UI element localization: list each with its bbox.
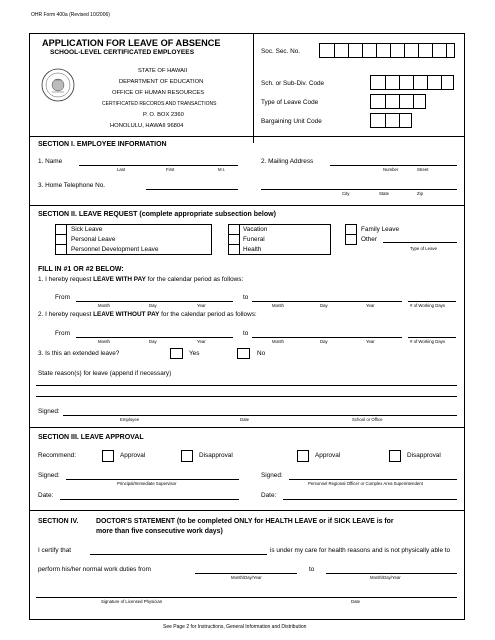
family-leave-label: Family Leave xyxy=(361,226,400,233)
section1-heading: SECTION I. EMPLOYEE INFORMATION xyxy=(38,141,167,148)
name-label: 1. Name xyxy=(38,158,63,165)
yes-label: Yes xyxy=(189,350,200,357)
approval-label: Approval xyxy=(315,452,341,459)
caption: City xyxy=(342,191,350,196)
approval-label: Approval xyxy=(120,452,146,459)
disapproval-label: Disapproval xyxy=(407,452,441,459)
certify-text: is under my care for health reasons and is not physically able to xyxy=(270,547,451,554)
supervisor-signature-line[interactable] xyxy=(66,479,239,480)
funeral-label: Funeral xyxy=(243,236,265,243)
disapproval-checkbox[interactable] xyxy=(389,450,401,462)
address-line: STATE OF HAWAII xyxy=(138,68,188,74)
form-title: APPLICATION FOR LEAVE OF ABSENCE xyxy=(42,38,221,48)
caption: Month xyxy=(272,303,284,308)
bargaining-code-field[interactable] xyxy=(370,113,412,128)
to-date-line[interactable] xyxy=(252,301,402,302)
divider xyxy=(29,427,465,428)
bargaining-code-label: Bargaining Unit Code xyxy=(261,118,322,125)
caption: School or Office xyxy=(352,417,383,422)
address-line: P. O. BOX 2360 xyxy=(143,112,184,118)
caption: M.I. xyxy=(218,167,226,172)
header-divider xyxy=(253,33,254,143)
caption: Number xyxy=(383,167,399,172)
physician-signature-line[interactable] xyxy=(36,597,457,598)
vacation-label: Vacation xyxy=(243,226,268,233)
working-days-line[interactable] xyxy=(408,337,456,338)
school-code-label: Sch. or Sub-Div. Code xyxy=(261,80,325,87)
ssn-field[interactable] xyxy=(319,43,455,58)
caption: Year xyxy=(366,339,375,344)
caption: Month/Day/Year xyxy=(370,575,401,580)
caption: First xyxy=(166,167,175,172)
caption: Personnel Regional Officer or Complex Area Superintendent xyxy=(308,481,423,486)
caption: Year xyxy=(197,303,206,308)
certify-label: I certify that xyxy=(38,547,72,554)
reason-line[interactable] xyxy=(36,396,457,397)
caption: Date xyxy=(240,417,250,422)
section3-heading: SECTION III. LEAVE APPROVAL xyxy=(38,434,144,441)
from-label: From xyxy=(55,294,70,301)
caption: Principal/Immediate Supervisor xyxy=(117,481,177,486)
fill-heading: FILL IN #1 OR #2 BELOW: xyxy=(38,266,124,273)
approval-checkbox[interactable] xyxy=(102,450,114,462)
personal-leave-label: Personal Leave xyxy=(71,236,116,243)
to-date-line[interactable] xyxy=(326,573,457,574)
to-label: to xyxy=(243,330,249,337)
reason-line[interactable] xyxy=(36,385,457,386)
caption: Month xyxy=(98,303,110,308)
date-line[interactable] xyxy=(60,499,239,500)
section2-heading: SECTION II. LEAVE REQUEST (complete appropriate subsection below) xyxy=(38,211,276,218)
from-label: From xyxy=(55,330,70,337)
disapproval-label: Disapproval xyxy=(199,452,233,459)
caption: Day xyxy=(320,303,328,308)
signed-label: Signed: xyxy=(261,472,283,479)
caption: Month xyxy=(272,339,284,344)
disapproval-checkbox[interactable] xyxy=(181,450,193,462)
ssn-label: Soc. Sec. No. xyxy=(261,48,301,55)
state-seal xyxy=(41,68,75,102)
health-label: Health xyxy=(243,246,262,253)
other-checkbox[interactable] xyxy=(345,234,357,245)
personnel-dev-label: Personnel Development Leave xyxy=(71,246,159,253)
from-date-line[interactable] xyxy=(76,301,233,302)
reasons-label: State reason(s) for leave (append if necessary) xyxy=(38,370,172,377)
other-line[interactable] xyxy=(383,242,457,243)
section4-heading: DOCTOR'S STATEMENT (to be completed ONLY for HEALTH LEAVE or if SICK LEAVE is for xyxy=(96,518,394,525)
phone-label: 3. Home Telephone No. xyxy=(38,182,106,189)
caption: Zip xyxy=(417,191,423,196)
caption: Signature of Licensed Physician xyxy=(101,599,163,604)
caption: Day xyxy=(149,303,157,308)
form-id: OHR Form 400a (Revised 10/2006) xyxy=(31,12,110,18)
caption: Street xyxy=(417,167,429,172)
signed-label: Signed: xyxy=(38,472,60,479)
date-label: Date: xyxy=(261,492,277,499)
caption: State xyxy=(379,191,390,196)
caption: Year xyxy=(366,303,375,308)
school-code-field[interactable] xyxy=(370,75,454,90)
divider xyxy=(29,510,465,511)
city-line[interactable] xyxy=(261,189,457,190)
to-label: to xyxy=(243,294,249,301)
phone-line[interactable] xyxy=(146,189,238,190)
caption: Employee xyxy=(120,417,140,422)
perform-label: perform his/her normal work duties from xyxy=(38,566,151,573)
date-label: Date: xyxy=(38,492,54,499)
sick-leave-label: Sick Leave xyxy=(71,226,103,233)
address-line: CERTIFICATED RECORDS AND TRANSACTIONS xyxy=(102,101,217,107)
from-date-line[interactable] xyxy=(195,573,297,574)
caption: Month/Day/Year xyxy=(231,575,262,580)
section4-heading-cont: more than five consecutive work days) xyxy=(96,528,223,535)
patient-name-line[interactable] xyxy=(90,554,267,555)
divider xyxy=(29,136,465,137)
mailing-label: 2. Mailing Address xyxy=(261,158,314,165)
item3-label: 3. Is this an extended leave? xyxy=(38,350,120,357)
address-line: OFFICE OF HUMAN RESOURCES xyxy=(112,90,205,96)
divider xyxy=(29,205,465,206)
caption: Day xyxy=(149,339,157,344)
leave-code-label: Type of Leave Code xyxy=(261,99,319,106)
officer-signature-line[interactable] xyxy=(289,479,457,480)
from-date-line[interactable] xyxy=(76,337,233,338)
leave-code-field[interactable] xyxy=(370,94,426,109)
caption: Last xyxy=(117,167,126,172)
date-line[interactable] xyxy=(283,499,457,500)
caption: Day xyxy=(320,339,328,344)
caption: Type of Leave xyxy=(410,246,437,251)
caption: # of Working Days xyxy=(410,339,446,344)
to-date-line[interactable] xyxy=(252,337,402,338)
to-label: to xyxy=(309,566,315,573)
caption: Date xyxy=(351,599,361,604)
approval-checkbox[interactable] xyxy=(297,450,309,462)
other-label: Other xyxy=(361,236,377,243)
form-subtitle: SCHOOL-LEVEL CERTIFICATED EMPLOYEES xyxy=(50,49,195,56)
caption: Year xyxy=(197,339,206,344)
signed-label: Signed: xyxy=(38,408,60,415)
caption: Month xyxy=(98,339,110,344)
extended-yes-checkbox[interactable] xyxy=(170,348,183,359)
working-days-line[interactable] xyxy=(408,301,456,302)
extended-no-checkbox[interactable] xyxy=(237,348,250,359)
section4-label: SECTION IV. xyxy=(38,518,79,525)
recommend-label: Recommend: xyxy=(38,452,77,459)
employee-signature-line[interactable] xyxy=(63,415,457,416)
no-label: No xyxy=(257,350,266,357)
name-line[interactable] xyxy=(79,165,238,166)
item1: 1. I hereby request LEAVE WITH PAY for the calendar period as follows: xyxy=(38,276,244,283)
footer-note: See Page 2 for Instructions, General Information and Distribution xyxy=(163,624,307,630)
caption: # of Working Days xyxy=(410,303,446,308)
mailing-line[interactable] xyxy=(330,165,457,166)
address-line: DEPARTMENT OF EDUCATION xyxy=(119,79,204,85)
item2: 2. I hereby request LEAVE WITHOUT PAY for the calendar period as follows: xyxy=(38,311,257,318)
address-line: HONOLULU, HAWAII 96804 xyxy=(110,123,184,129)
